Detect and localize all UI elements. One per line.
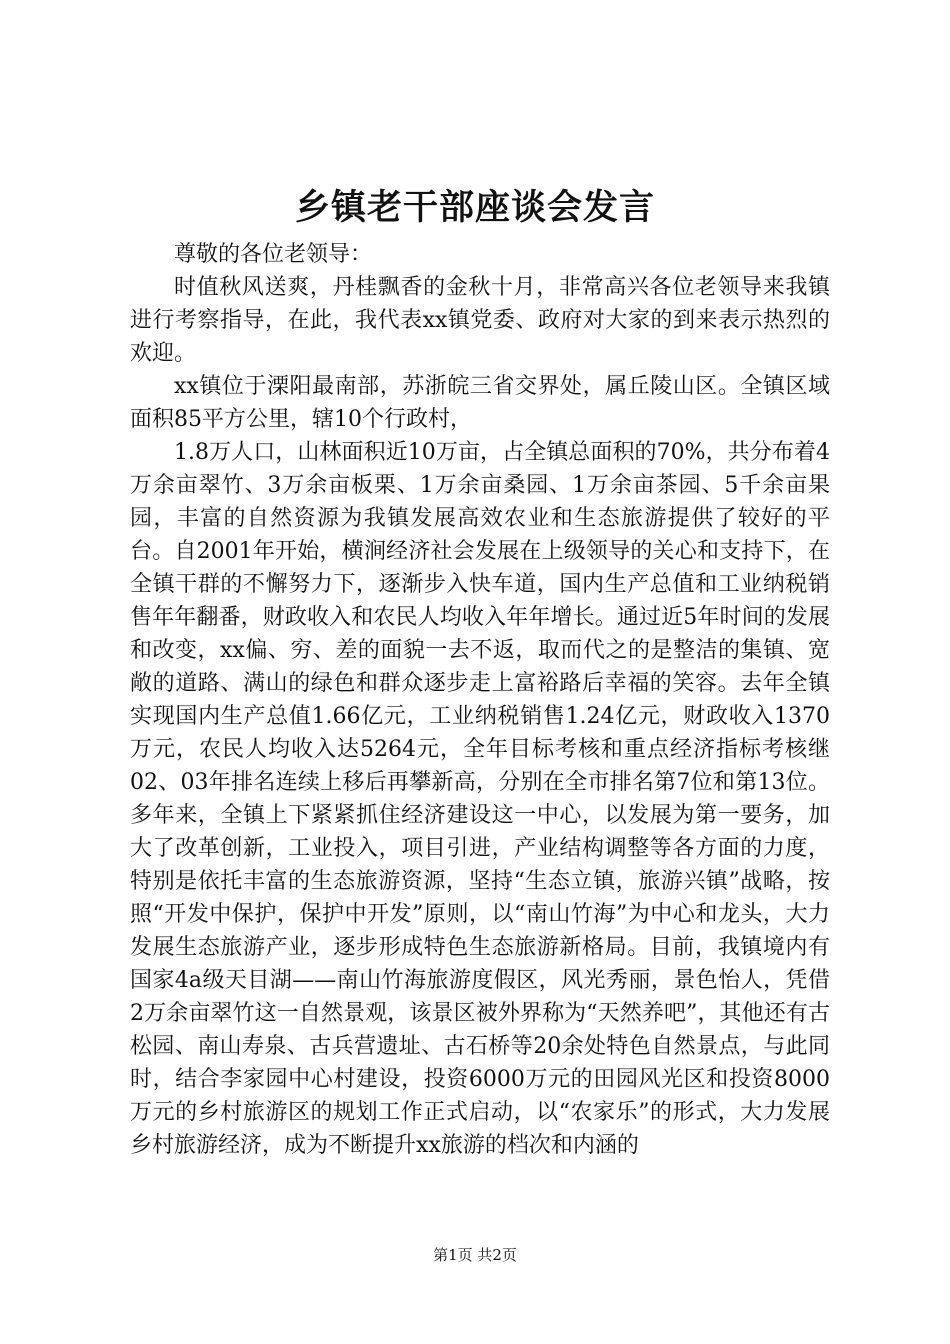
development-paragraph: 1.8万人口，山林面积近10万亩，占全镇总面积的70%，共分布着4万余亩翠竹、3万余亩板栗、1万余亩桑园、1万余亩茶园、5千余亩果园，丰富的自然资源为我镇发展高效农业和生态旅游提供了较好的平台。自2001年开始，横涧经济社会发展在上级领导的关心和支持下，在全镇干群的不懈努力下，逐渐步入快车道，国内生产总值和工业纳税销售年年翻番，财政收入和农民人均收入年年增长。通过近5年时间的发展和改变，xx偏、穷、差的面貌一去不返，取而代之的是整洁的集镇、宽敞的道路、满山的绿色和群众逐步走上富裕路后幸福的笑容。去年全镇实现国内生产总值1.66亿元，工业纳税销售1.24亿元，财政收入1370万元，农民人均收入达5264元，全年目标考核和重点经济指标考核继02、03年排名连续上移后再攀新高，分别在全市排名第7位和第13位。多年来，全镇上下紧紧抓住经济建设这一中心，以发展为第一要务，加大了改革创新，工业投入，项目引进，产业结构调整等各方面的力度，特别是依托丰富的生态旅游资源，坚持“生态立镇，旅游兴镇”战略，按照“开发中保护，保护中开发”原则，以“南山竹海”为中心和龙头，大力发展生态旅游产业，逐步形成特色生态旅游新格局。目前，我镇境内有国家4a级天目湖——南山竹海旅游度假区，风光秀丽，景色怡人，凭借2万余亩翠竹这一自然景观，该景区被外界称为“天然养吧”，其他还有古松园、南山寿泉、古兵营遗址、古石桥等20余处特色自然景点，与此同时，结合李家园中心村建设，投资6000万元的田园风光区和投资8000万元的乡村旅游区的规划工作正式启动，以“农家乐”的形式，大力发展乡村旅游经济，成为不断提升xx旅游的档次和内涵的 — [130, 440, 830, 1158]
document-body — [130, 238, 830, 1162]
document-title: 乡镇老干部座谈会发言 — [294, 187, 655, 228]
page-number-footer: 第1页 共2页 — [433, 1246, 517, 1264]
salutation-paragraph: 尊敬的各位老领导： — [174, 242, 373, 267]
welcome-paragraph: 时值秋风送爽，丹桂飘香的金秋十月，非常高兴各位老领导来我镇进行考察指导，在此，我代表xx镇党委、政府对大家的到来表示热烈的欢迎。 — [130, 275, 830, 366]
location-paragraph: xx镇位于溧阳最南部，苏浙皖三省交界处，属丘陵山区。全镇区域面积85平方公里，辖10个行政村， — [130, 374, 830, 432]
